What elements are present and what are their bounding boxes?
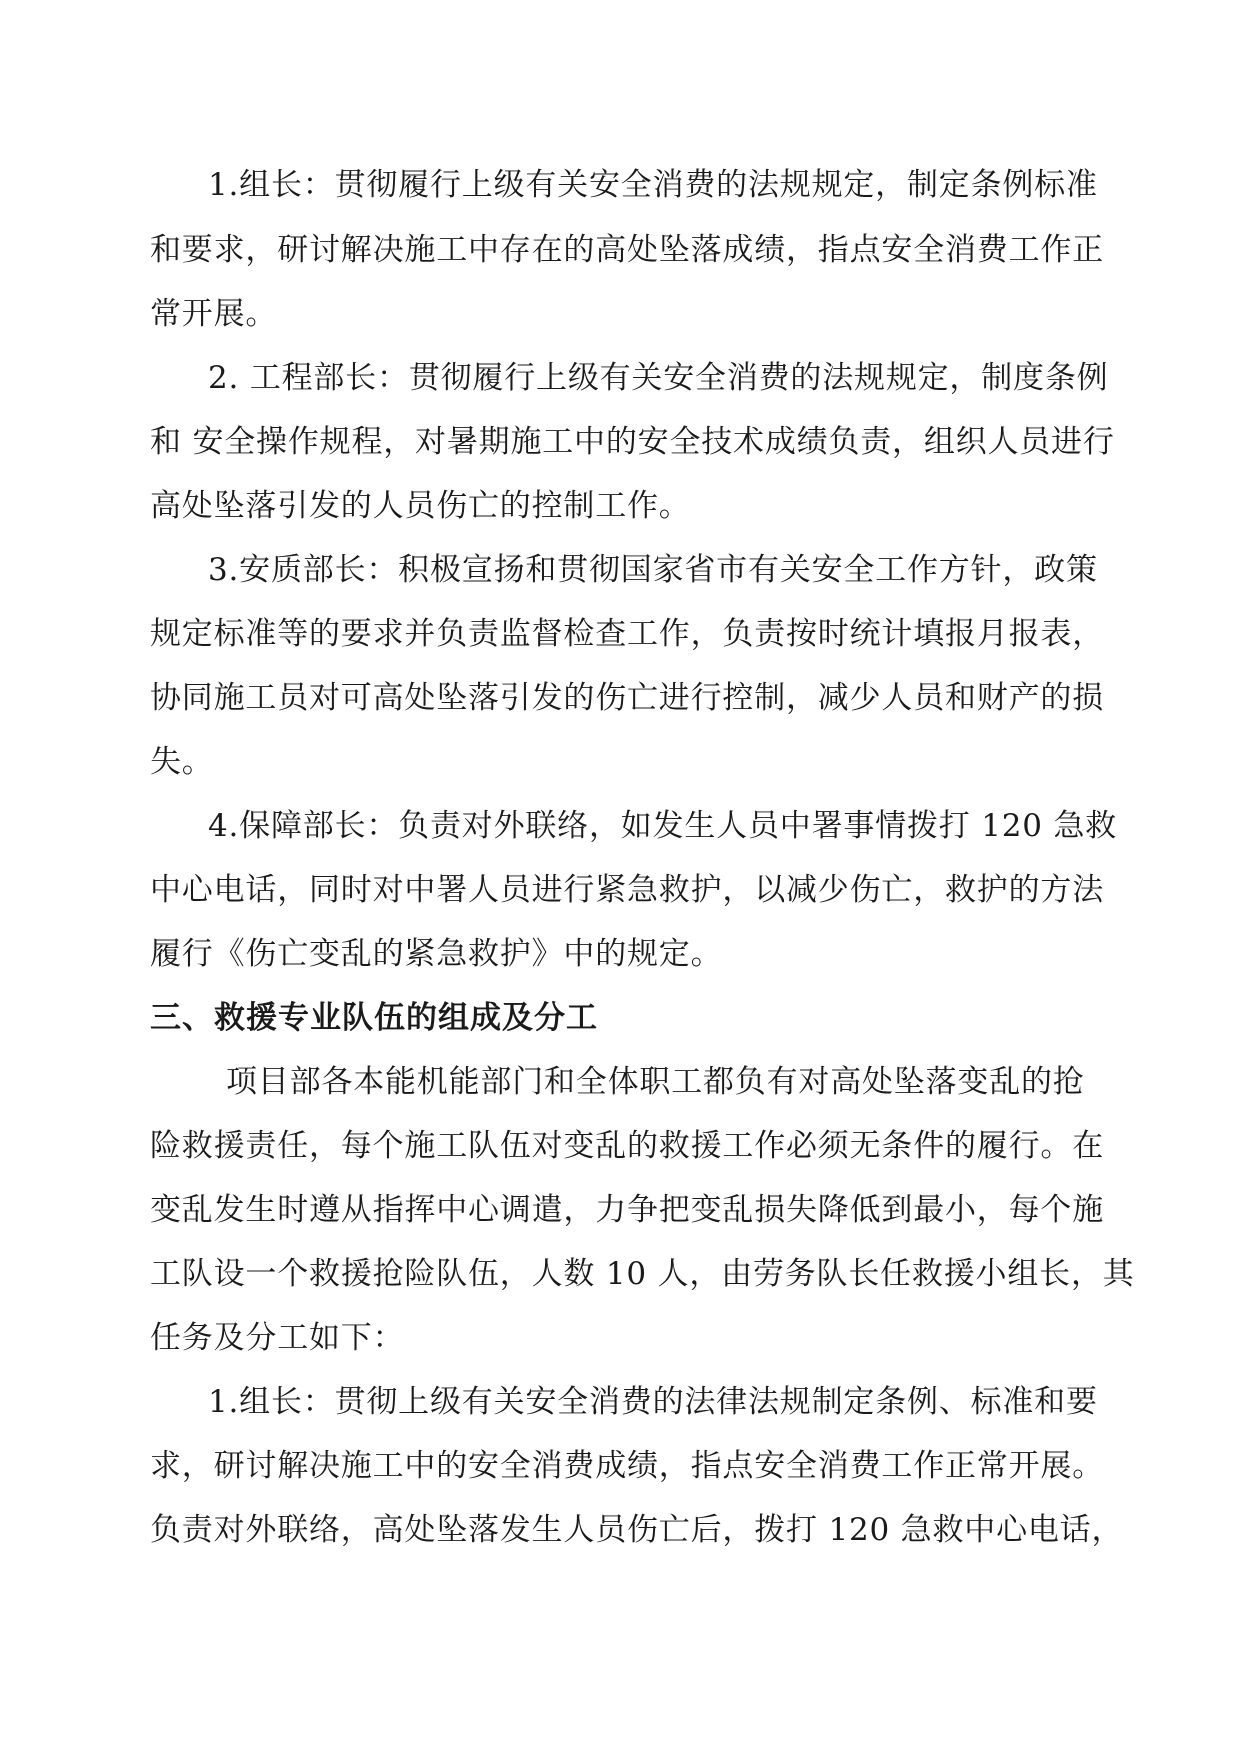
rescue-leader-duty-line-3: 负责对外联络，高处坠落发生人员伤亡后，拨打 120 急救中心电话，	[150, 1512, 1124, 1548]
rescue-leader-duty-line-2: 求，研讨解决施工中的安全消费成绩，指点安全消费工作正常开展。	[150, 1448, 1104, 1484]
rescue-intro-line-1: 项目部各本能机能部门和全体职工都负有对高处坠落变乱的抢	[226, 1064, 1085, 1100]
support-duty-line-1: 4.保障部长：负责对外联络，如发生人员中署事情拨打 120 急救	[208, 808, 1118, 844]
rescue-intro-line-2: 险救援责任，每个施工队伍对变乱的救援工作必须无条件的履行。在	[150, 1128, 1104, 1164]
safety-quality-duty-line-3: 协同施工员对可高处坠落引发的伤亡进行控制，减少人员和财产的损	[150, 680, 1104, 716]
support-duty-line-3: 履行《伤亡变乱的紧急救护》中的规定。	[150, 936, 723, 972]
leader-duty-line-1: 1.组长：贯彻履行上级有关安全消费的法规规定，制定条例标准	[208, 167, 1098, 203]
rescue-leader-duty-line-1: 1.组长：贯彻上级有关安全消费的法律法规制定条例、标准和要	[208, 1384, 1098, 1420]
engineering-duty-line-2: 和 安全操作规程，对暑期施工中的安全技术成绩负责，组织人员进行	[150, 424, 1115, 460]
engineering-duty-line-1: 2. 工程部长：贯彻履行上级有关安全消费的法规规定，制度条例	[208, 360, 1109, 396]
rescue-intro-line-4: 工队设一个救援抢险队伍，人数 10 人，由劳务队长任救援小组长，其	[150, 1256, 1135, 1292]
safety-quality-duty-line-2: 规定标准等的要求并负责监督检查工作，负责按时统计填报月报表，	[150, 616, 1104, 652]
leader-duty-line-2: 和要求，研讨解决施工中存在的高处坠落成绩，指点安全消费工作正	[150, 232, 1104, 268]
support-duty-line-2: 中心电话，同时对中署人员进行紧急救护，以减少伤亡，救护的方法	[150, 872, 1104, 908]
leader-duty-line-3: 常开展。	[150, 296, 278, 332]
rescue-intro-line-5: 任务及分工如下：	[150, 1320, 405, 1356]
engineering-duty-line-3: 高处坠落引发的人员伤亡的控制工作。	[150, 488, 691, 524]
rescue-intro-line-3: 变乱发生时遵从指挥中心调遣，力争把变乱损失降低到最小，每个施	[150, 1192, 1104, 1228]
safety-quality-duty-line-1: 3.安质部长：积极宣扬和贯彻国家省市有关安全工作方针，政策	[208, 552, 1098, 588]
section-three-heading: 三、救援专业队伍的组成及分工	[150, 1000, 598, 1036]
safety-quality-duty-line-4: 失。	[150, 744, 214, 780]
